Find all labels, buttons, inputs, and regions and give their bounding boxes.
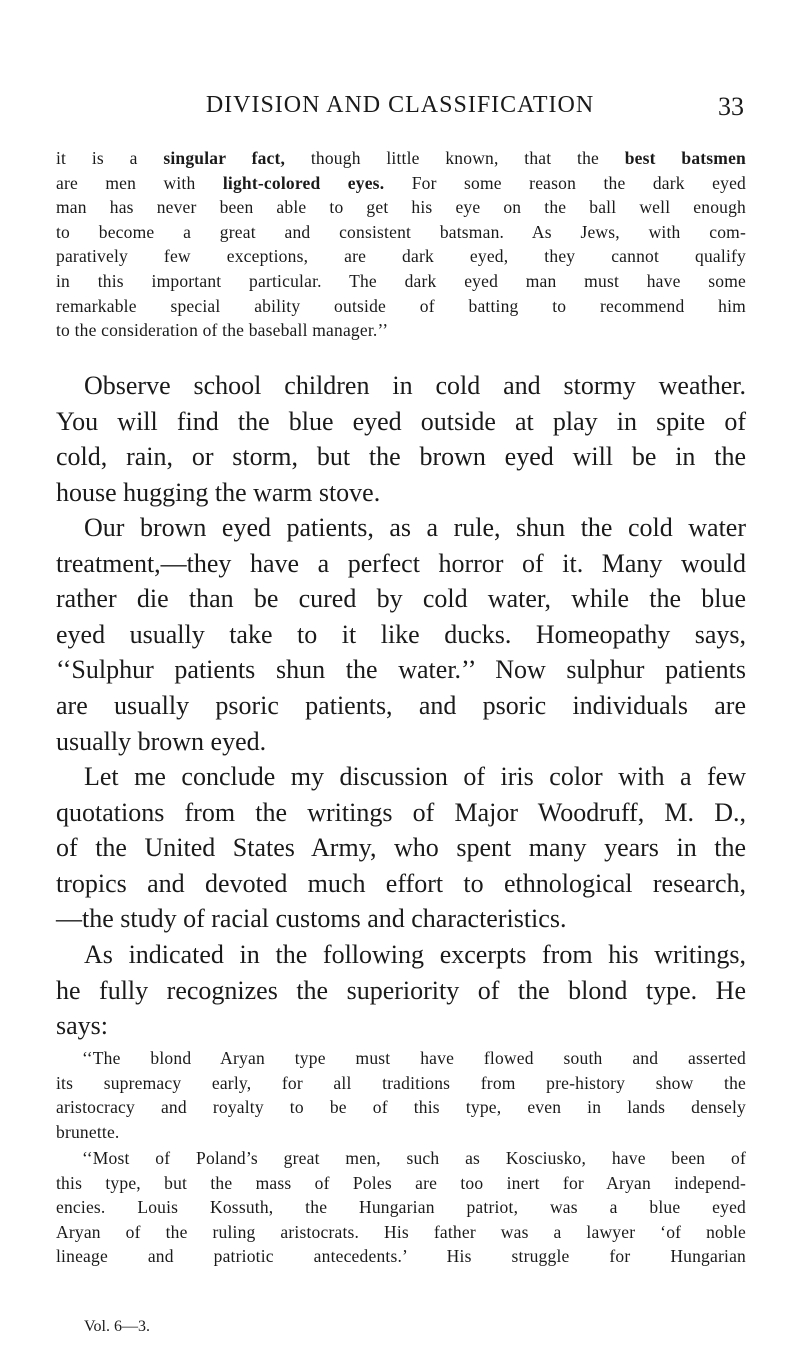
text-line: cold, rain, or storm, but the brown eyed will be in the — [56, 442, 746, 472]
text-line: man has never been able to get his eye on the ball well enough — [56, 197, 746, 218]
text-line: As indicated in the following excerpts from his writings, — [84, 940, 746, 969]
text-line: house hugging the warm stove. — [56, 477, 381, 507]
text-line: Observe school children in cold and stormy weather. — [84, 371, 746, 400]
running-title: DIVISION AND CLASSIFICATION — [205, 92, 595, 118]
signature-mark: Vol. 6—3. — [84, 1318, 150, 1335]
running-head — [56, 92, 744, 128]
text-line: rather die than be cured by cold water, while the blue — [56, 584, 746, 614]
text-line: aristocracy and royalty to be of this type, even in lands densely — [56, 1097, 746, 1118]
text-line: quotations from the writings of Major Woodruff, M. D., — [56, 797, 746, 827]
text-line: ‘‘The blond Aryan type must have flowed south and asserted — [82, 1048, 746, 1068]
text-line: are men with light-colored eyes. For some reason the dark eyed — [56, 172, 746, 193]
text-line: tropics and devoted much effort to ethnological research, — [56, 868, 746, 898]
text-line: to the consideration of the baseball manager.’’ — [56, 320, 389, 341]
text-line: of the United States Army, who spent many years in the — [56, 833, 746, 863]
paragraph-woodruff — [56, 759, 746, 937]
text-line: this type, but the mass of Poles are too inert for Aryan independ- — [56, 1172, 746, 1193]
bold-phrase: best batsmen — [624, 148, 746, 168]
text-line: paratively few exceptions, are dark eyed, they cannot qualify — [56, 246, 746, 267]
paragraph-cold-water — [56, 510, 746, 759]
text-line: in this important particular. The dark eyed man must have some — [56, 270, 746, 291]
quote-poland — [56, 1146, 746, 1269]
text-line: lineage and patriotic antecedents.’ His struggle for Hungarian — [56, 1246, 746, 1267]
text-line: ‘‘Sulphur patients shun the water.’’ Now sulphur patients — [56, 655, 746, 685]
text-line: Aryan of the ruling aristocrats. His father was a lawyer ‘of noble — [56, 1221, 746, 1242]
quote-aryan-type — [56, 1046, 746, 1144]
text-line: You will find the blue eyed outside at play in spite of — [56, 406, 746, 436]
text-line: he fully recognizes the superiority of the blond type. He — [56, 975, 746, 1005]
paragraph-excerpts-intro — [56, 937, 746, 1044]
bold-phrase: light-colored eyes. — [222, 172, 385, 193]
text-line: Let me conclude my discussion of iris color with a few — [84, 762, 746, 791]
paragraph-school-children — [56, 368, 746, 510]
page-number: 33 — [718, 92, 744, 121]
text-line: ‘‘Most of Poland’s great men, such as Kosciusko, have been of — [82, 1148, 746, 1168]
text-line: to become a great and consistent batsman. As Jews, with com- — [56, 221, 746, 242]
text-line: its supremacy early, for all traditions from pre-history show the — [56, 1072, 746, 1093]
paragraph-batsmen — [56, 146, 746, 343]
text-line: are usually psoric patients, and psoric individuals are — [56, 690, 746, 720]
text-line: it is a singular fact, though little known, that the best batsmen — [56, 148, 746, 168]
text-line: says: — [56, 1011, 108, 1041]
text-line: encies. Louis Kossuth, the Hungarian patriot, was a blue eyed — [56, 1197, 746, 1218]
text-line: eyed usually take to it like ducks. Homeopathy says, — [56, 619, 746, 649]
text-line: usually brown eyed. — [56, 726, 267, 756]
text-line: —the study of racial customs and characteristics. — [56, 904, 567, 934]
text-line: treatment,—they have a perfect horror of it. Many would — [56, 548, 746, 578]
text-line: Our brown eyed patients, as a rule, shun the cold water — [84, 513, 746, 542]
text-line: remarkable special ability outside of batting to recommend him — [56, 295, 746, 316]
bold-phrase: singular fact, — [163, 148, 286, 168]
text-line: brunette. — [56, 1121, 120, 1142]
